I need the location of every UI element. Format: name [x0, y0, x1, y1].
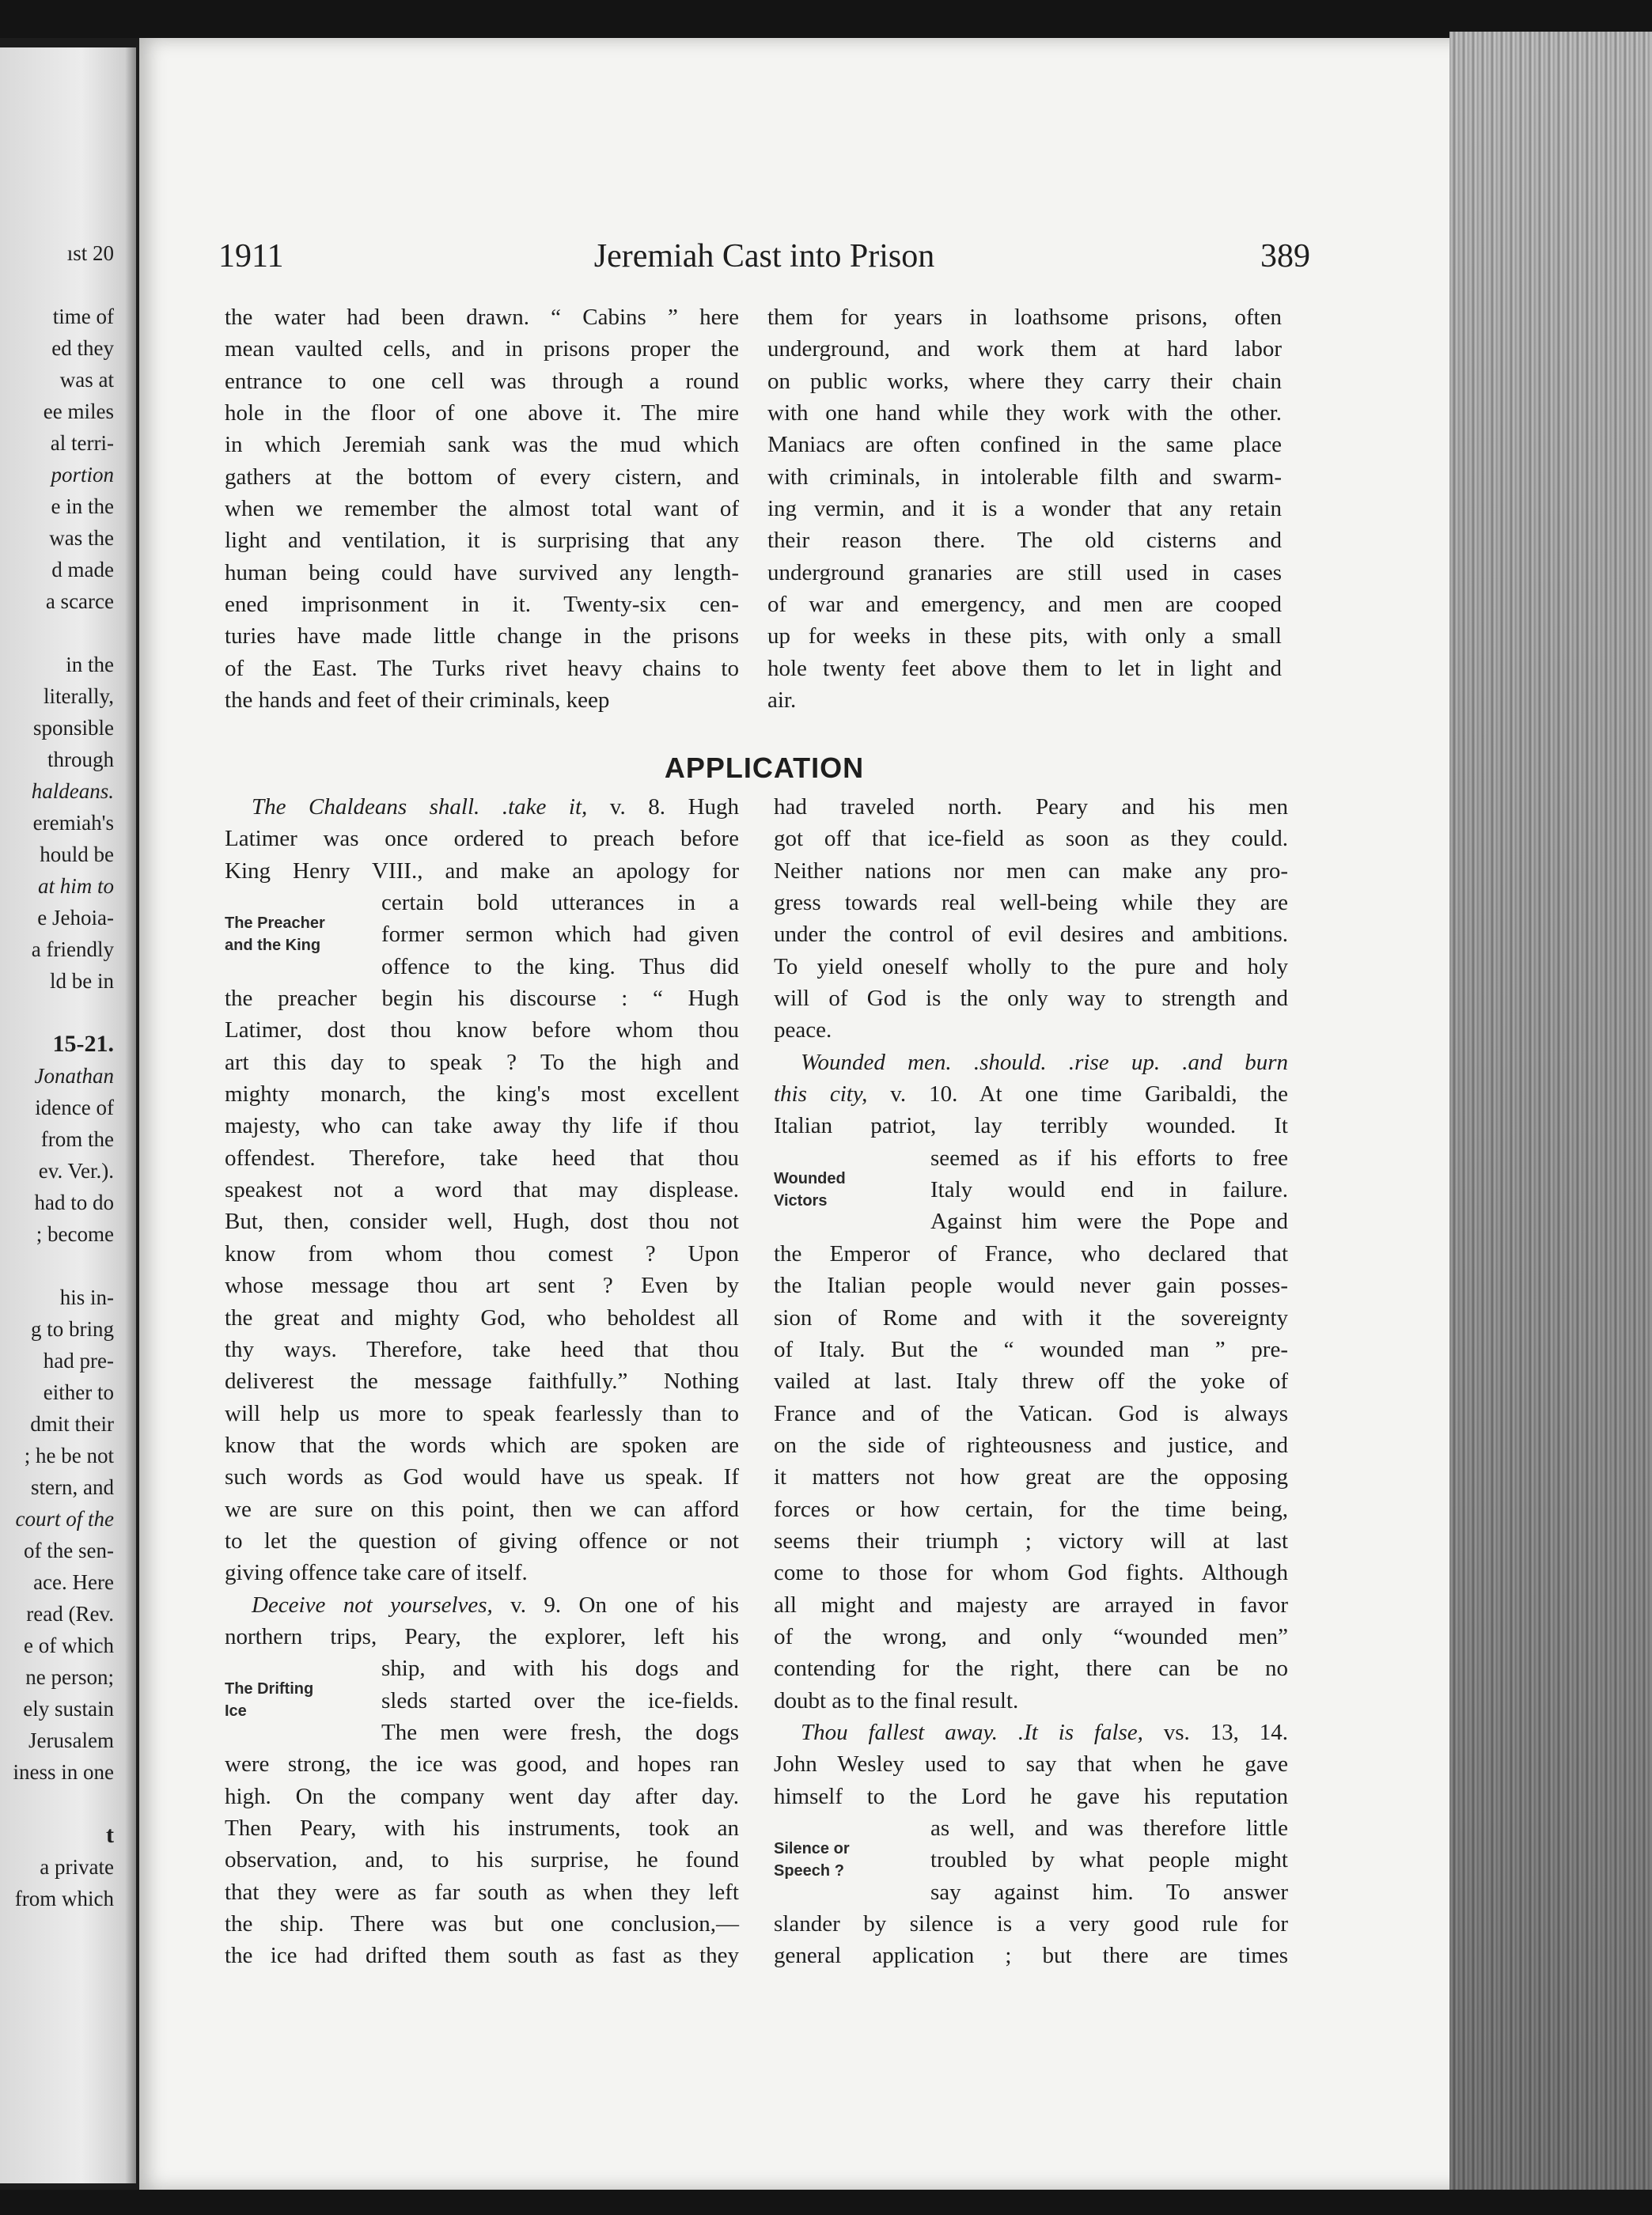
text-line: the great and mighty God, who beholdest all	[225, 1304, 739, 1331]
facing-page-fragment: e Jehoia-	[37, 906, 114, 930]
text-line: thy ways. Therefore, take heed that thou	[225, 1336, 739, 1362]
top-left-column	[225, 301, 739, 716]
facing-page-fragment: of the sen-	[24, 1539, 114, 1562]
text-line: offence to the king. Thus did	[381, 953, 739, 979]
facing-page-fragment: dmit their	[30, 1412, 114, 1436]
facing-page-fragment: ld be in	[50, 969, 114, 993]
facing-page-fragment: court of the	[15, 1507, 114, 1531]
text-line: light and ventilation, it is surprising that any	[225, 528, 739, 554]
scan-bottom-border	[0, 2190, 1652, 2215]
facing-page-fragment: ed they	[51, 336, 114, 360]
text-line: offendest. Therefore, take heed that thou	[225, 1145, 739, 1171]
text-line: doubt as to the final result.	[774, 1687, 1019, 1713]
facing-page-fragment: iness in one	[13, 1760, 114, 1784]
text-line: vailed at last. Italy threw off the yoke of	[774, 1369, 1288, 1395]
text-line: Latimer was once ordered to preach before	[225, 826, 739, 852]
text-line: Latimer, dost thou know before whom thou	[225, 1017, 739, 1043]
text-line: turies have made little change in the prisons	[225, 623, 739, 649]
text-line: their reason there. The old cisterns and	[767, 528, 1282, 554]
facing-page-fragment: either to	[43, 1380, 114, 1404]
text-line: gress towards real well-being while they are	[774, 890, 1288, 916]
text-line: ship, and with his dogs and	[381, 1656, 739, 1682]
text-line: mighty monarch, the king's most excellent	[225, 1081, 739, 1108]
text-line: art this day to speak ? To the high and	[225, 1049, 739, 1075]
facing-page-fragment: was at	[59, 368, 114, 392]
text-line: all might and majesty are arrayed in favor	[774, 1592, 1288, 1618]
text-line: that they were as far south as when they left	[225, 1879, 739, 1905]
scan-top-border	[0, 0, 1652, 38]
facing-page-fragment: ely sustain	[23, 1697, 114, 1721]
text-line: France and of the Vatican. God is always	[774, 1400, 1288, 1426]
margin-note-line: The Drifting	[225, 1680, 314, 1698]
facing-page-fragment: haldeans.	[31, 779, 114, 803]
text-line: up for weeks in these pits, with only a small	[767, 623, 1282, 649]
line-text: v. 8. Hugh	[587, 794, 740, 820]
facing-page-fragment: time of	[52, 305, 114, 328]
facing-page-fragment: eremiah's	[32, 811, 114, 835]
text-line: in which Jeremiah sank was the mud which	[225, 432, 739, 458]
application-left-column	[225, 791, 739, 1972]
facing-page-fragment: d made	[51, 558, 114, 581]
text-line: had traveled north. Peary and his men	[774, 794, 1288, 820]
text-line: entrance to one cell was through a round	[225, 368, 739, 394]
top-right-column	[767, 301, 1282, 716]
facing-page-fragment: from the	[40, 1127, 114, 1151]
facing-page-fragment: stern, and	[31, 1475, 114, 1499]
facing-page-fragment: ; become	[36, 1222, 114, 1246]
text-line: on public works, where they carry their chain	[767, 368, 1282, 394]
text-line: seemed as if his efforts to free	[930, 1145, 1288, 1171]
running-header	[218, 237, 1310, 285]
text-line: of the East. The Turks rivet heavy chains to	[225, 655, 739, 681]
page-number: 389	[1260, 238, 1310, 275]
text-line: air.	[767, 687, 797, 714]
margin-note-line: Victors	[774, 1191, 828, 1210]
text-line: the Italian people would never gain posses-	[774, 1273, 1288, 1299]
facing-page-fragment: t	[106, 1822, 114, 1848]
text-line: sion of Rome and with it the sovereignty	[774, 1304, 1288, 1331]
text-line: himself to the Lord he gave his reputation	[774, 1783, 1288, 1809]
margin-note-line: The Preacher	[225, 914, 325, 933]
verse-reference: this city,	[774, 1081, 868, 1108]
text-line: mean vaulted cells, and in prisons proper the	[225, 336, 739, 362]
text-line: peace.	[774, 1017, 832, 1043]
text-line: forces or how certain, for the time being,	[774, 1496, 1288, 1522]
text-line: To yield oneself wholly to the pure and holy	[774, 953, 1288, 979]
text-line: general application ; but there are times	[774, 1943, 1288, 1969]
facing-page-fragment: a scarce	[45, 589, 114, 613]
margin-note-line: Silence or	[774, 1840, 850, 1858]
line-text: v. 9. On one of his	[492, 1592, 739, 1618]
margin-note	[774, 1838, 850, 1882]
text-line: former sermon which had given	[381, 922, 739, 948]
text-line: John Wesley used to say that when he gave	[774, 1751, 1288, 1778]
text-line: Against him were the Pope and	[930, 1209, 1288, 1235]
text-line: deliverest the message faithfully.” Nothing	[225, 1369, 739, 1395]
text-line: human being could have survived any length-	[225, 559, 739, 585]
text-line: were strong, the ice was good, and hopes ran	[225, 1751, 739, 1778]
facing-page-fragment: a private	[40, 1855, 114, 1879]
facing-page-fragment: ev. Ver.).	[38, 1159, 114, 1183]
facing-page-fragment: ; he be not	[24, 1444, 114, 1467]
text-line: got off that ice-field as soon as they could.	[774, 826, 1288, 852]
facing-page-fragment: ee miles	[43, 399, 114, 423]
text-line	[225, 1589, 739, 1621]
facing-page-fragment: through	[47, 748, 114, 771]
section-heading: APPLICATION	[664, 752, 865, 784]
text-line: ing vermin, and it is a wonder that any retain	[767, 496, 1282, 522]
page-block-edge	[1449, 32, 1652, 2199]
text-line: on the side of righteousness and justice, and	[774, 1432, 1288, 1458]
text-line	[774, 1717, 1288, 1748]
text-line: know from whom thou comest ? Upon	[225, 1240, 739, 1267]
text-line: majesty, who can take away thy life if thou	[225, 1113, 739, 1139]
facing-page-fragment: e of which	[24, 1634, 114, 1657]
text-line: the ship. There was but one conclusion,—	[225, 1911, 739, 1937]
text-line: gathers at the bottom of every cistern, and	[225, 464, 739, 490]
margin-note-line: and the King	[225, 937, 321, 955]
text-line: Maniacs are often confined in the same place	[767, 432, 1282, 458]
facing-page-fragment: in the	[66, 653, 114, 676]
text-line: come to those for whom God fights. Although	[774, 1560, 1288, 1586]
text-line	[774, 1047, 1288, 1078]
text-line: when we remember the almost total want of	[225, 496, 739, 522]
left-facing-page	[0, 47, 136, 2183]
facing-page-fragment: at him to	[37, 874, 114, 898]
text-line: such words as God would have us speak. If	[225, 1464, 739, 1490]
facing-page-fragment: ıst 20	[66, 241, 114, 265]
text-line: of Italy. But the “ wounded man ” pre-	[774, 1336, 1288, 1362]
line-text: v. 10. At one time Garibaldi, the	[867, 1081, 1288, 1108]
text-line: it matters not how great are the opposing	[774, 1464, 1288, 1490]
text-line: the Emperor of France, who declared that	[774, 1240, 1288, 1267]
text-line: whose message thou art sent ? Even by	[225, 1273, 739, 1299]
margin-note-line: Ice	[225, 1702, 247, 1721]
text-line: the ice had drifted them south as fast as they	[225, 1943, 739, 1969]
text-line: we are sure on this point, then we can afford	[225, 1496, 739, 1522]
text-line: will help us more to speak fearlessly than to	[225, 1400, 739, 1426]
text-line: giving offence take care of itself.	[225, 1560, 528, 1586]
text-line: underground, and work them at hard labor	[767, 336, 1282, 362]
text-line: troubled by what people might	[930, 1847, 1288, 1873]
text-line: The men were fresh, the dogs	[381, 1719, 739, 1745]
margin-note	[225, 912, 325, 956]
facing-page-fragment: his in-	[59, 1285, 114, 1309]
facing-page-fragment: from which	[14, 1887, 114, 1910]
text-line: of war and emergency, and men are cooped	[767, 592, 1282, 618]
facing-page-fragment: g to bring	[31, 1317, 114, 1341]
text-line: high. On the company went day after day.	[225, 1783, 739, 1809]
text-line: King Henry VIII., and make an apology for	[225, 858, 739, 884]
text-line: as well, and was therefore little	[930, 1816, 1288, 1841]
facing-page-fragment: portion	[51, 463, 114, 487]
text-line: with criminals, in intolerable filth and swarm-	[767, 464, 1282, 490]
facing-page-fragment: ne person;	[25, 1665, 114, 1689]
text-line: contending for the right, there can be no	[774, 1656, 1288, 1682]
text-line: northern trips, Peary, the explorer, left his	[225, 1623, 739, 1649]
facing-page-fragment: sponsible	[32, 716, 114, 740]
facing-page-fragment: read (Rev.	[26, 1602, 114, 1626]
facing-page-fragment: ace. Here	[33, 1570, 114, 1594]
text-line: sleds started over the ice-fields.	[381, 1687, 739, 1713]
text-line: know that the words which are spoken are	[225, 1432, 739, 1458]
text-line: slander by silence is a very good rule for	[774, 1911, 1288, 1937]
margin-note	[774, 1168, 846, 1212]
application-right-column	[774, 791, 1288, 1972]
facing-page-fragment: hould be	[40, 842, 114, 866]
line-text: vs. 13, 14.	[1142, 1719, 1288, 1745]
facing-page-fragment: a friendly	[31, 937, 114, 961]
text-line	[225, 791, 739, 823]
text-line: underground granaries are still used in cases	[767, 559, 1282, 585]
header-year: 1911	[218, 238, 284, 275]
facing-page-fragment: Jonathan	[34, 1064, 114, 1088]
facing-page-fragment: e in the	[51, 494, 114, 518]
text-line: Neither nations nor men can make any pro-	[774, 858, 1288, 884]
text-line: of the wrong, and only “wounded men”	[774, 1623, 1288, 1649]
text-line: the preacher begin his discourse : “ Hugh	[225, 986, 739, 1012]
text-line: But, then, consider well, Hugh, dost thou not	[225, 1209, 739, 1235]
facing-page-fragment: was the	[49, 526, 114, 550]
text-line: hole in the floor of one above it. The mire	[225, 400, 739, 426]
margin-note-line: Wounded	[774, 1169, 846, 1187]
text-line: certain bold utterances in a	[381, 890, 739, 916]
text-line: with one hand while they work with the other.	[767, 400, 1282, 426]
margin-note	[225, 1678, 313, 1722]
facing-page-fragment: al terri-	[50, 431, 114, 455]
facing-page-fragment: idence of	[35, 1096, 114, 1119]
facing-page-fragment: had pre-	[43, 1349, 114, 1373]
text-line: say against him. To answer	[930, 1879, 1288, 1905]
text-line: Then Peary, with his instruments, took an	[225, 1816, 739, 1841]
verse-reference: The Chaldeans shall. .take it,	[252, 794, 588, 820]
margin-note-line: Speech ?	[774, 1862, 844, 1880]
text-line: the water had been drawn. “ Cabins ” here	[225, 305, 739, 330]
text-line: to let the question of giving offence or not	[225, 1528, 739, 1554]
text-line: ened imprisonment in it. Twenty-six cen-	[225, 592, 739, 618]
text-line: speakest not a word that may displease.	[225, 1177, 739, 1203]
text-line: the hands and feet of their criminals, keep	[225, 687, 610, 714]
header-title: Jeremiah Cast into Prison	[593, 238, 935, 275]
text-line: seems their triumph ; victory will at last	[774, 1528, 1288, 1554]
facing-page-fragment: 15-21.	[52, 1031, 114, 1057]
verse-reference: Deceive not yourselves,	[252, 1592, 493, 1618]
text-line: Italy would end in failure.	[930, 1177, 1288, 1203]
text-line: Italian patriot, lay terribly wounded. It	[774, 1113, 1288, 1139]
text-line: them for years in loathsome prisons, often	[767, 305, 1282, 330]
text-line: observation, and, to his surprise, he found	[225, 1847, 739, 1873]
verse-reference: Thou fallest away. .It is false,	[801, 1719, 1143, 1745]
text-line: will of God is the only way to strength and	[774, 986, 1288, 1012]
facing-page-fragment: literally,	[44, 684, 114, 708]
facing-page-fragment: Jerusalem	[28, 1728, 114, 1752]
facing-page-fragment: had to do	[34, 1191, 114, 1214]
verse-reference: Wounded men. .should. .rise up. .and burn	[801, 1049, 1288, 1075]
text-line: hole twenty feet above them to let in light and	[767, 655, 1282, 681]
text-line	[774, 1078, 1288, 1110]
text-line: under the control of evil desires and ambitions.	[774, 922, 1288, 948]
